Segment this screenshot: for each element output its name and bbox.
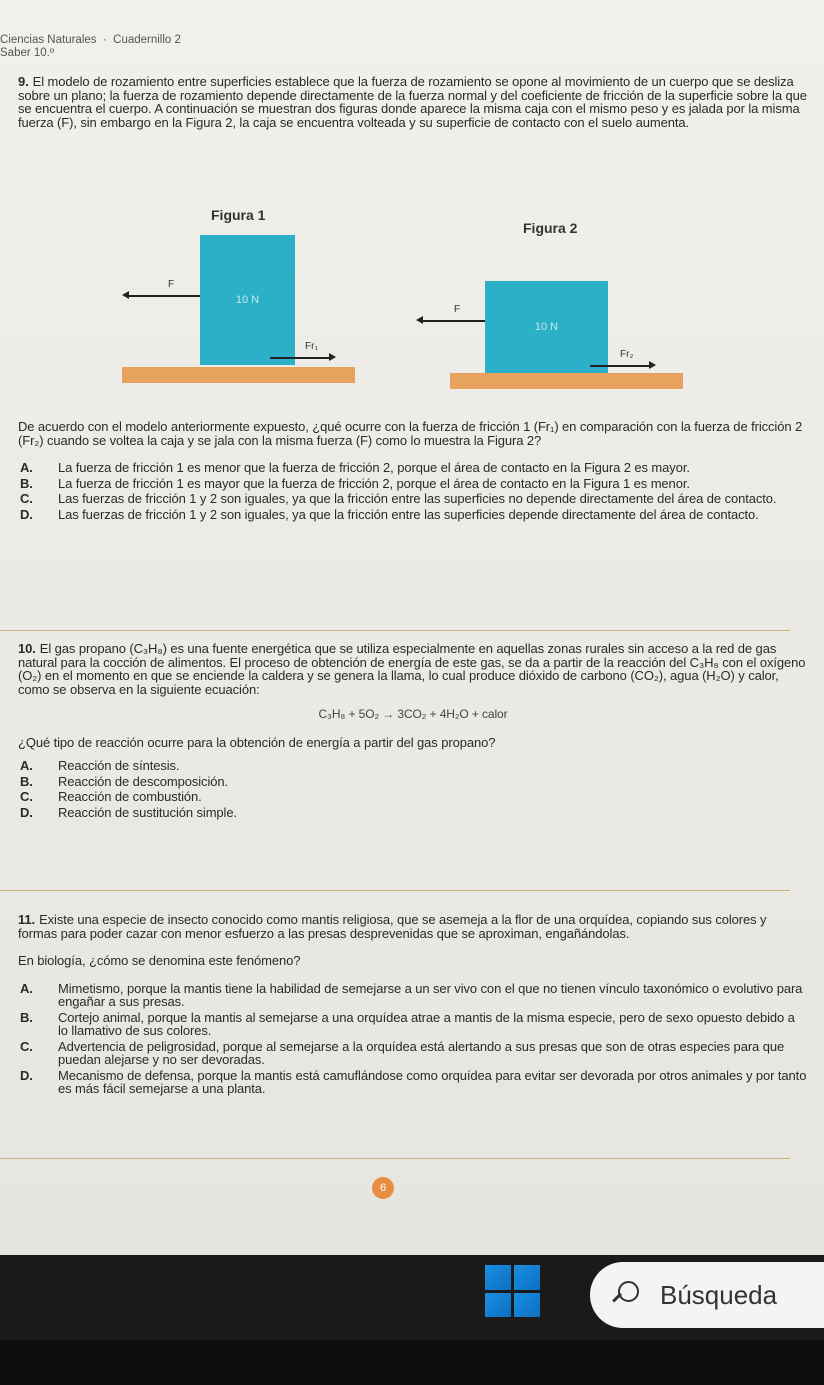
question-9 (18, 75, 808, 133)
option-d[interactable]: D. Las fuerzas de fricción 1 y 2 son iguales, ya que la fricción entre las superficies depende directamente del área de contacto. (20, 506, 759, 522)
figure-1-box (200, 235, 295, 365)
divider (0, 1158, 790, 1159)
divider (0, 890, 790, 891)
option-b[interactable]: B. La fuerza de fricción 1 es mayor que la fuerza de fricción 2, porque el área de contacto en la Figura 1 es menor. (20, 475, 690, 491)
taskbar-search[interactable] (590, 1262, 824, 1328)
option-b[interactable]: B. Reacción de descomposición. (20, 773, 229, 789)
options-list (18, 461, 808, 521)
option-a[interactable]: A. Reacción de síntesis. (20, 758, 180, 773)
question-number: 11. (18, 912, 36, 927)
page-number: 6 (372, 1177, 394, 1199)
box-weight-label-2: 10 N (534, 321, 559, 333)
question-text: ¿Qué tipo de reacción ocurre para la obtención de energía a partir del gas propano? (18, 734, 496, 750)
force-label-2: F (454, 304, 461, 315)
friction-arrow-1 (270, 357, 330, 359)
question-9-prompt (18, 420, 808, 523)
force-arrow (128, 295, 200, 297)
options-list (18, 759, 808, 819)
option-c[interactable]: C. Advertencia de peligrosidad, porque al semejarse a la orquídea está alertando a sus presas que son de otras especies para que puedan alejarse y no ser devoradas. (20, 1038, 785, 1067)
options-list (18, 982, 808, 1096)
question-11 (18, 913, 808, 1098)
friction-label-1: Fr₁ (305, 341, 318, 352)
figure-1-floor (122, 367, 355, 383)
option-a[interactable]: A. La fuerza de fricción 1 es menor que la fuerza de fricción 2, porque el área de contacto en la Figura 2 es mayor. (20, 460, 690, 475)
question-stem: Existe una especie de insecto conocido como mantis religiosa, que se asemeja a la flor de una orquídea, copiando sus colores y formas para poder cazar con menor esfuerzo a las presas desprevenidas que se aproximan, engañándolas. (18, 912, 767, 941)
friction-label-2: Fr₂ (620, 349, 634, 360)
divider (0, 630, 790, 631)
figure-2-title: Figura 2 (523, 220, 578, 236)
question-stem: El gas propano (C₃H₈) es una fuente energética que se utiliza especialmente en aquellas zonas rurales sin acceso a la red de gas natural para la cocción de alimentos. El proceso de obtención de energía de este gas, se da a partir de la reacción del C₃H₈ con el oxígeno (O₂) en el momento en que se enciende la caldera y se genera la llama, lo cual produce dióxido de carbono (CO₂), agua (H₂O) y calor, como se observa en la siguiente ecuación: (18, 641, 806, 697)
question-text: En biología, ¿cómo se denomina este fenómeno? (18, 953, 301, 968)
friction-arrow-2 (590, 365, 650, 367)
option-d[interactable]: D. Reacción de sustitución simple. (20, 804, 237, 820)
question-number: 9. (18, 74, 29, 89)
question-text: De acuerdo con el modelo anteriormente expuesto, ¿qué ocurre con la fuerza de fricción 1 (Fr₁) en comparación con la fuerza de fricción 2 (Fr₂) cuando se voltea la caja y se jala con la misma fuerza (F) como lo muestra la Figura 2? (18, 419, 803, 448)
question-number: 10. (18, 641, 36, 656)
option-d[interactable]: D. Mecanismo de defensa, porque la mantis está camuflándose como orquídea para evitar ser devorada por otros animales y por tanto es más fácil semejarse a una planta. (20, 1067, 807, 1096)
figure-1-title: Figura 1 (211, 207, 266, 223)
figure-2-box (485, 281, 608, 373)
windows-start-icon[interactable] (485, 1265, 540, 1317)
force-label: F (168, 279, 175, 290)
option-c[interactable]: C. Reacción de combustión. (20, 789, 202, 804)
option-b[interactable]: B. Cortejo animal, porque la mantis al semejarse a una orquídea atrae a mantis de la misma especie, pero de sexo opuesto debido a lo llamativo de sus colores. (20, 1009, 795, 1038)
search-label: Búsqueda (660, 1279, 778, 1310)
chemical-equation: C₃H₈ + 5O₂ → 3CO₂ + 4H₂O + calor (318, 707, 508, 721)
figure-2-floor (450, 373, 683, 389)
box-weight-label: 10 N (235, 294, 260, 306)
option-c[interactable]: C. Las fuerzas de fricción 1 y 2 son iguales, ya que la fricción entre las superficies no depende directamente del área de contacto. (20, 491, 777, 506)
figures-area (100, 205, 720, 390)
booklet-label: Cuadernillo 2 (113, 34, 181, 46)
question-10 (18, 642, 808, 821)
force-arrow-2 (422, 320, 485, 322)
search-icon (610, 1280, 640, 1310)
option-a[interactable]: A. Mimetismo, porque la mantis tiene la habilidad de semejarse a un ser vivo con el que no tienen vínculo taxonómico o evolutivo para engañar a sus presas. (20, 980, 803, 1009)
taskbar-bottom (0, 1340, 824, 1385)
question-stem: El modelo de rozamiento entre superficies establece que la fuerza de rozamiento se opone al movimiento de un cuerpo que se desliza sobre un plano; la fuerza de rozamiento depende directamente de la fuerza normal y del coeficiente de fricción de la superficie sobre la que se encuentra el cuerpo. A continuación se muestran dos figuras donde aparece la misma caja con el mismo peso y es jalada por la misma fuerza (F), sin embargo en la Figura 2, la caja se encuentra volteada y su superficie de contacto con el suelo aumenta. (18, 74, 807, 130)
subject-label: Ciencias Naturales (0, 34, 97, 46)
grade-label: Saber 10.º (0, 47, 55, 59)
page-header: Ciencias Naturales · Cuadernillo 2 Saber 10.º (0, 34, 181, 59)
